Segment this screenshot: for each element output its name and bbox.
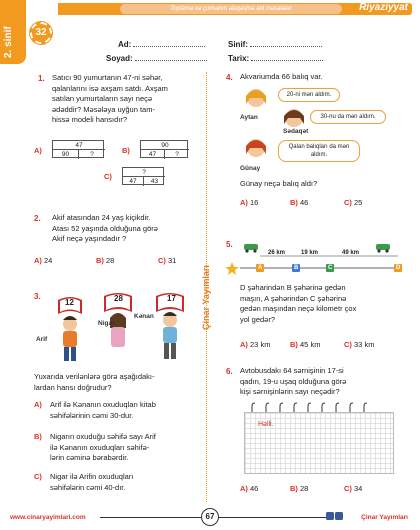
facebook-icon — [335, 512, 343, 520]
girl-sadaqat-figure — [284, 109, 304, 127]
q4-option-b[interactable]: B) 46 — [290, 198, 309, 207]
page-number: 67 — [201, 508, 219, 526]
book-value-arif: 12 — [65, 298, 74, 307]
solution-label: Həlli. — [258, 421, 274, 428]
date-field[interactable]: Tarix: — [228, 54, 323, 63]
vertical-brand-label: Çinar Yayımları — [201, 265, 211, 330]
speech-bubble-gunay: Qalan balıqları da mən aldım. — [278, 140, 360, 162]
name-field[interactable]: Ad: — [118, 40, 205, 49]
segment-ab-label: 26 km — [268, 250, 286, 256]
speech-bubble-sadaqat: 30-nu da mən aldım. — [310, 110, 386, 124]
name-arif: Arif — [36, 336, 48, 343]
footer-website-link[interactable]: www.cinaryayimlari.com — [10, 514, 86, 521]
q4-number: 4. — [226, 73, 233, 82]
name-gunay: Günay — [240, 165, 261, 172]
name-sadaqat: Sədaqət — [283, 128, 309, 135]
q6-text: Avtobusdakı 64 sərnişinin 17-si qadın, 19-u uşaq olduğuna görə kişi sərnişinlərin sayı neçədir? — [240, 366, 347, 396]
q6-option-c[interactable]: C) 34 — [344, 484, 363, 493]
q1-option-b-label[interactable]: B) — [122, 146, 130, 155]
child-kenan-figure — [163, 312, 177, 359]
q5-option-c[interactable]: C) 33 km — [344, 340, 375, 349]
book-value-kenan: 17 — [167, 294, 176, 303]
segment-cd-label: 49 km — [342, 250, 360, 256]
q4-question: Günay neçə balıq aldı? — [240, 179, 318, 188]
q3-text: Yuxarıda verilənlərə görə aşağıdakı- lardan hansı doğrudur? — [34, 372, 155, 392]
q5-distance-diagram — [226, 240, 406, 276]
q5-option-a[interactable]: A) 23 km — [240, 340, 271, 349]
car-icon — [244, 244, 258, 253]
book-value-nigar: 28 — [114, 294, 123, 303]
q2-text: Akif atasından 24 yaş kiçikdir. Atası 52 yaşında olduğuna görə Akif neçə yaşındadır ? — [52, 213, 158, 243]
point-d-label: D — [396, 265, 401, 271]
point-a-label: A — [258, 265, 263, 271]
q5-option-b[interactable]: B) 45 km — [290, 340, 321, 349]
q2-option-b[interactable]: B) 28 — [96, 256, 115, 265]
point-c-label: C — [328, 265, 333, 271]
q1-text: Satıcı 90 yumurtanın 47-ni səhər, qalanlarını isə axşam satdı. Axşam satılan yumurtaların sayı neçə ədəddir? Məsələya uyğun tam- hissə modeli hansıdır? — [52, 73, 168, 124]
speech-bubble-aytan: 20-ni mən aldım. — [278, 88, 340, 102]
q2-option-c[interactable]: C) 31 — [158, 256, 177, 265]
q5-text: D şəharindən B şəhərinə gedən maşın, A şəhərindən C şəhərinə gedən maşından neçə kilometr çox yol gedər? — [240, 283, 357, 324]
instagram-icon — [326, 512, 334, 520]
child-nigar-figure — [110, 313, 126, 347]
point-b-label: B — [294, 265, 299, 271]
worksheet-number-badge: 32 — [30, 22, 52, 44]
q1-option-b-model[interactable]: 90 47 ? — [140, 140, 188, 158]
social-icons — [326, 512, 344, 522]
q5-number: 5. — [226, 240, 233, 249]
subject-title: Riyaziyyat — [359, 2, 408, 13]
q2-number: 2. — [34, 214, 41, 223]
q4-text: Akvariumda 66 balıq var. — [240, 72, 323, 81]
segment-bc-label: 19 km — [301, 250, 319, 256]
name-aytan: Aytan — [240, 114, 258, 121]
q6-option-a[interactable]: A) 46 — [240, 484, 259, 493]
q2-option-a[interactable]: A) 24 — [34, 256, 53, 265]
topic-title: Toplama və çıxmanın əlaqəsinə aid məsələlər — [120, 4, 342, 14]
surname-field[interactable]: Soyad: — [106, 54, 207, 63]
girl-gunay-figure — [246, 139, 266, 157]
star-icon — [226, 262, 239, 275]
q1-option-c-label[interactable]: C) — [104, 172, 112, 181]
q6-option-b[interactable]: B) 28 — [290, 484, 309, 493]
q6-number: 6. — [226, 367, 233, 376]
q3-number: 3. — [34, 292, 41, 301]
name-nigar: Nigar — [98, 320, 115, 327]
grade-label: 2. sinif — [3, 26, 14, 58]
class-field[interactable]: Sinif: — [228, 40, 322, 49]
name-kenan: Kənan — [134, 313, 154, 320]
girl-aytan-figure — [246, 89, 266, 107]
q1-option-a-model[interactable]: 47 90 ? — [52, 140, 104, 158]
q1-option-a-label[interactable]: A) — [34, 146, 42, 155]
q1-number: 1. — [38, 74, 45, 83]
q4-option-c[interactable]: C) 25 — [344, 198, 363, 207]
footer-brand: Çinar Yayımları — [361, 514, 408, 521]
q1-option-c-model[interactable]: ? 47 43 — [122, 167, 164, 185]
q4-option-a[interactable]: A) 16 — [240, 198, 259, 207]
child-arif-figure — [63, 316, 77, 361]
car-icon — [376, 244, 390, 253]
